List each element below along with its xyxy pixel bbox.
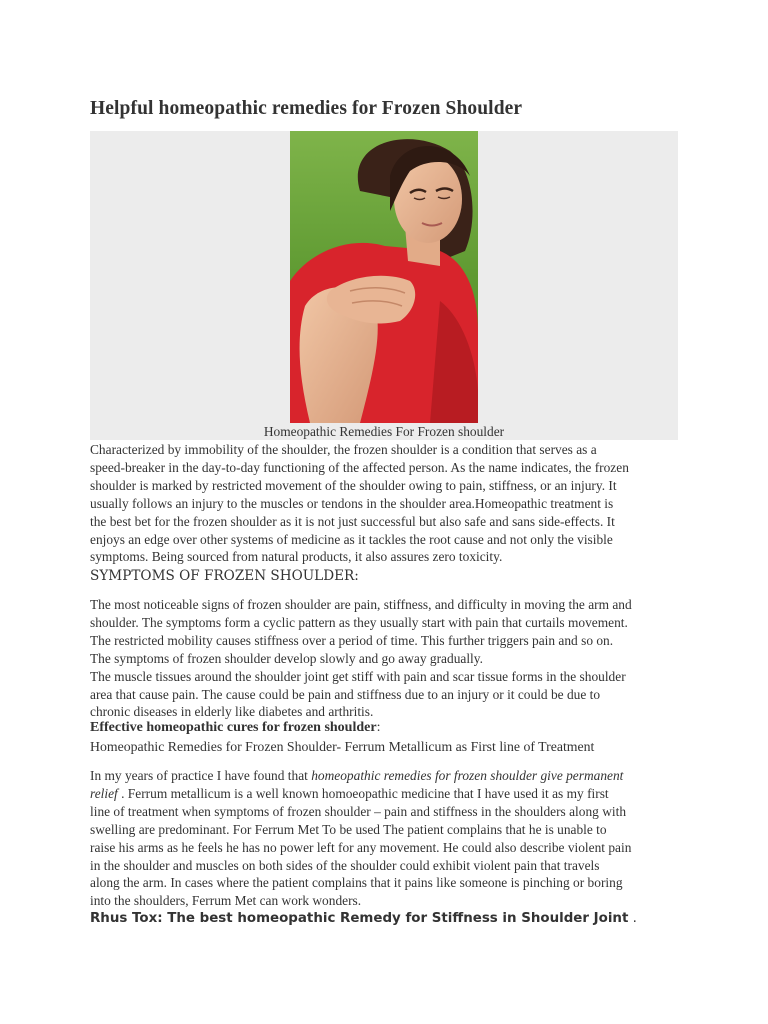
ferrum-subheading: Homeopathic Remedies for Frozen Shoulder- Ferrum Metallicum as First line of Treatment bbox=[90, 739, 595, 754]
text-line: the best bet for the frozen shoulder as it is not just successful but also safe and sans side-effects. It bbox=[90, 513, 615, 529]
text-line: shoulder is marked by restricted movement of the shoulder owing to pain, stiffness, or an injury. It bbox=[90, 477, 617, 493]
text-line: symptoms. Being sourced from natural products, it also assures zero toxicity. bbox=[90, 549, 503, 565]
intro-paragraph bbox=[90, 441, 690, 566]
text-line: enjoys an edge over other systems of medicine as it tackles the root cause and not only the visible bbox=[90, 531, 613, 547]
text-line: The symptoms of frozen shoulder develop slowly and go away gradually. bbox=[90, 650, 483, 666]
text-line: usually follows an injury to the muscles or tendons in the shoulder area.Homeopathic treatment is bbox=[90, 495, 614, 511]
rhus-tox-heading-rest: : The best homeopathic Remedy for Stiffness in Shoulder Joint bbox=[157, 911, 629, 926]
text-line: swelling are predominant. For Ferrum Met To be used The patient complains that he is unable to bbox=[90, 821, 607, 837]
text-line: line of treatment when symptoms of frozen shoulder – pain and stiffness in the shoulders along with bbox=[90, 803, 627, 819]
text-line: shoulder. The symptoms form a cyclic pattern as they usually start with pain that curtails movement. bbox=[90, 614, 628, 630]
italic-text: homeopathic remedies for frozen shoulder give permanent bbox=[311, 768, 624, 783]
text-line: The muscle tissues around the shoulder joint get stiff with pain and scar tissue forms in the shoulder bbox=[90, 668, 626, 684]
text-line: into the shoulders, Ferrum Met can work wonders. bbox=[90, 893, 362, 909]
photo-illustration bbox=[290, 131, 478, 423]
text-line: in the shoulder and muscles on both sides of the shoulder could exhibit violent pain that travels bbox=[90, 857, 600, 873]
rhus-tox-heading-tail: . bbox=[628, 911, 637, 926]
effective-cures-heading-text: Effective homeopathic cures for frozen shoulder bbox=[90, 720, 377, 735]
text-span: In my years of practice I have found that bbox=[90, 768, 312, 783]
woman-holding-shoulder-photo bbox=[290, 131, 478, 423]
text-line: The most noticeable signs of frozen shoulder are pain, stiffness, and difficulty in moving the arm and bbox=[90, 597, 632, 612]
text-line: Characterized by immobility of the shoulder, the frozen shoulder is a condition that serves as a bbox=[90, 442, 597, 457]
ferrum-paragraph bbox=[90, 767, 690, 910]
text-span: . Ferrum metallicum is a well known homoeopathic medicine that I have used it as my first bbox=[117, 785, 609, 801]
text-line: speed-breaker in the day-to-day functioning of the affected person. As the name indicates, the frozen bbox=[90, 459, 629, 475]
figure-caption: Homeopathic Remedies For Frozen shoulder bbox=[263, 424, 505, 439]
effective-cures-colon: : bbox=[376, 720, 381, 735]
symptoms-paragraph bbox=[90, 596, 690, 721]
text-line: The restricted mobility causes stiffness over a period of time. This further triggers pain and so on. bbox=[90, 632, 614, 648]
text-line bbox=[90, 767, 690, 785]
text-line bbox=[90, 785, 690, 803]
text-line: area that cause pain. The cause could be pain and stiffness due to an injury or it could be due to bbox=[90, 686, 601, 702]
article-title: Helpful homeopathic remedies for Frozen Shoulder bbox=[90, 98, 523, 119]
text-line: along the arm. In cases where the patient complains that it pains like someone is pinching or boring bbox=[90, 875, 623, 891]
text-line: chronic diseases in elderly like diabetes and arthritis. bbox=[90, 704, 374, 720]
text-line: raise his arms as he feels he has no power left for any movement. He could also describe violent pain bbox=[90, 839, 632, 855]
rhus-tox-name: Rhus Tox bbox=[90, 911, 158, 926]
figure bbox=[90, 131, 678, 440]
symptoms-heading: SYMPTOMS OF FROZEN SHOULDER: bbox=[90, 568, 359, 584]
italic-text: relief bbox=[90, 785, 118, 801]
rhus-tox-heading bbox=[90, 911, 637, 926]
effective-cures-heading bbox=[90, 720, 380, 736]
